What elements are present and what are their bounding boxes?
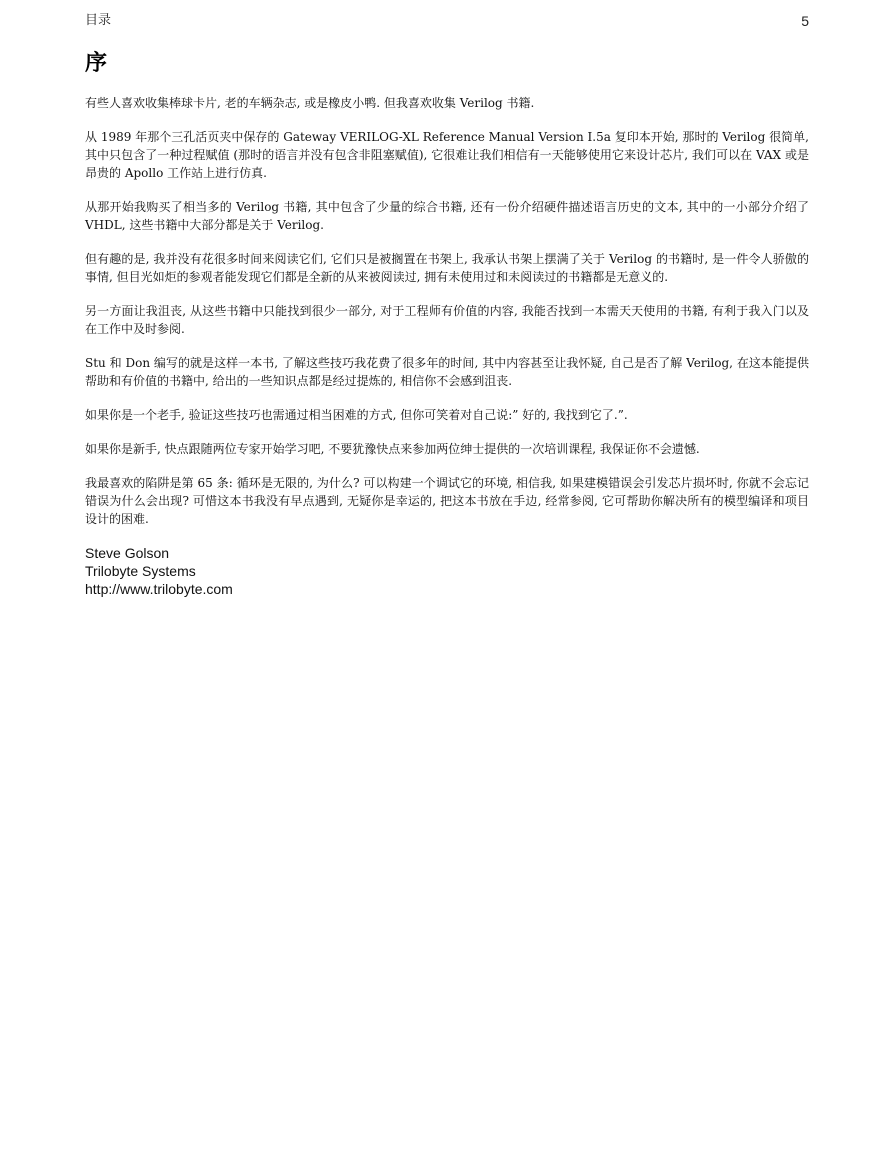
- preface-paragraph-7: 如果你是一个老手, 验证这些技巧也需通过相当困难的方式, 但你可笑着对自己说:” 好的, 我找到它了.”.: [85, 408, 628, 422]
- signature-block: [85, 544, 809, 598]
- preface-heading: 序: [85, 51, 108, 76]
- page-header: [85, 11, 809, 31]
- preface-paragraph-2: 从 1989 年那个三孔活页夹中保存的 Gateway VERILOG-XL Reference Manual Version I.5a 复印本开始, 那时的 Verilog 很简单, 其中只包含了一种过程赋值 (那时的语言并没有包含非阻塞赋值), 它很难让我们相信有一天能够使用它来设计芯片, 我们可以在 VAX 或是昂贵的 Apollo 工作站上进行仿真.: [85, 130, 809, 180]
- running-header-section: 目录: [85, 13, 112, 28]
- preface-paragraph-4: 但有趣的是, 我并没有花很多时间来阅读它们, 它们只是被搁置在书架上, 我承认书架上摆满了关于 Verilog 的书籍时, 是一件令人骄傲的事情, 但目光如炬的参观者能发现它们都是全新的从来被阅读过, 拥有未使用过和未阅读过的书籍都是无意义的.: [85, 252, 809, 284]
- preface-paragraph-5: 另一方面让我沮丧, 从这些书籍中只能找到很少一部分, 对于工程师有价值的内容, 我能否找到一本需天天使用的书籍, 有利于我入门以及在工作中及时参阅.: [85, 304, 809, 336]
- preface-paragraph-3: 从那开始我购买了相当多的 Verilog 书籍, 其中包含了少量的综合书籍, 还有一份介绍硬件描述语言历史的文本, 其中的一小部分介绍了 VHDL, 这些书籍中大部分都是关于 Verilog.: [85, 200, 809, 232]
- preface-paragraph-1: 有些人喜欢收集棒球卡片, 老的车辆杂志, 或是橡皮小鸭. 但我喜欢收集 Verilog 书籍.: [85, 96, 535, 110]
- preface-body: [85, 94, 809, 598]
- signature-name: Steve Golson: [85, 545, 170, 561]
- preface-paragraph-8: 如果你是新手, 快点跟随两位专家开始学习吧, 不要犹豫快点来参加两位绅士提供的一次培训课程, 我保证你不会遗憾.: [85, 442, 700, 456]
- signature-url: http://www.trilobyte.com: [85, 581, 233, 597]
- page-number: 5: [801, 13, 809, 29]
- signature-company: Trilobyte Systems: [85, 563, 196, 579]
- preface-paragraph-6: Stu 和 Don 编写的就是这样一本书, 了解这些技巧我花费了很多年的时间, 其中内容甚至让我怀疑, 自己是否了解 Verilog, 在这本能提供帮助和有价值的书籍中, 给出的一些知识点都是经过提炼的, 相信你不会感到沮丧.: [85, 356, 809, 388]
- preface-paragraph-9: 我最喜欢的陷阱是第 65 条: 循环是无限的, 为什么? 可以构建一个调试它的环境, 相信我, 如果建模错误会引发芯片损坏时, 你就不会忘记错误为什么会出现? 可惜这本书我没有早点遇到, 无疑你是幸运的, 把这本书放在手边, 经常参阅, 它可帮助你解决所有的模型编译和项目设计的困难.: [85, 476, 809, 526]
